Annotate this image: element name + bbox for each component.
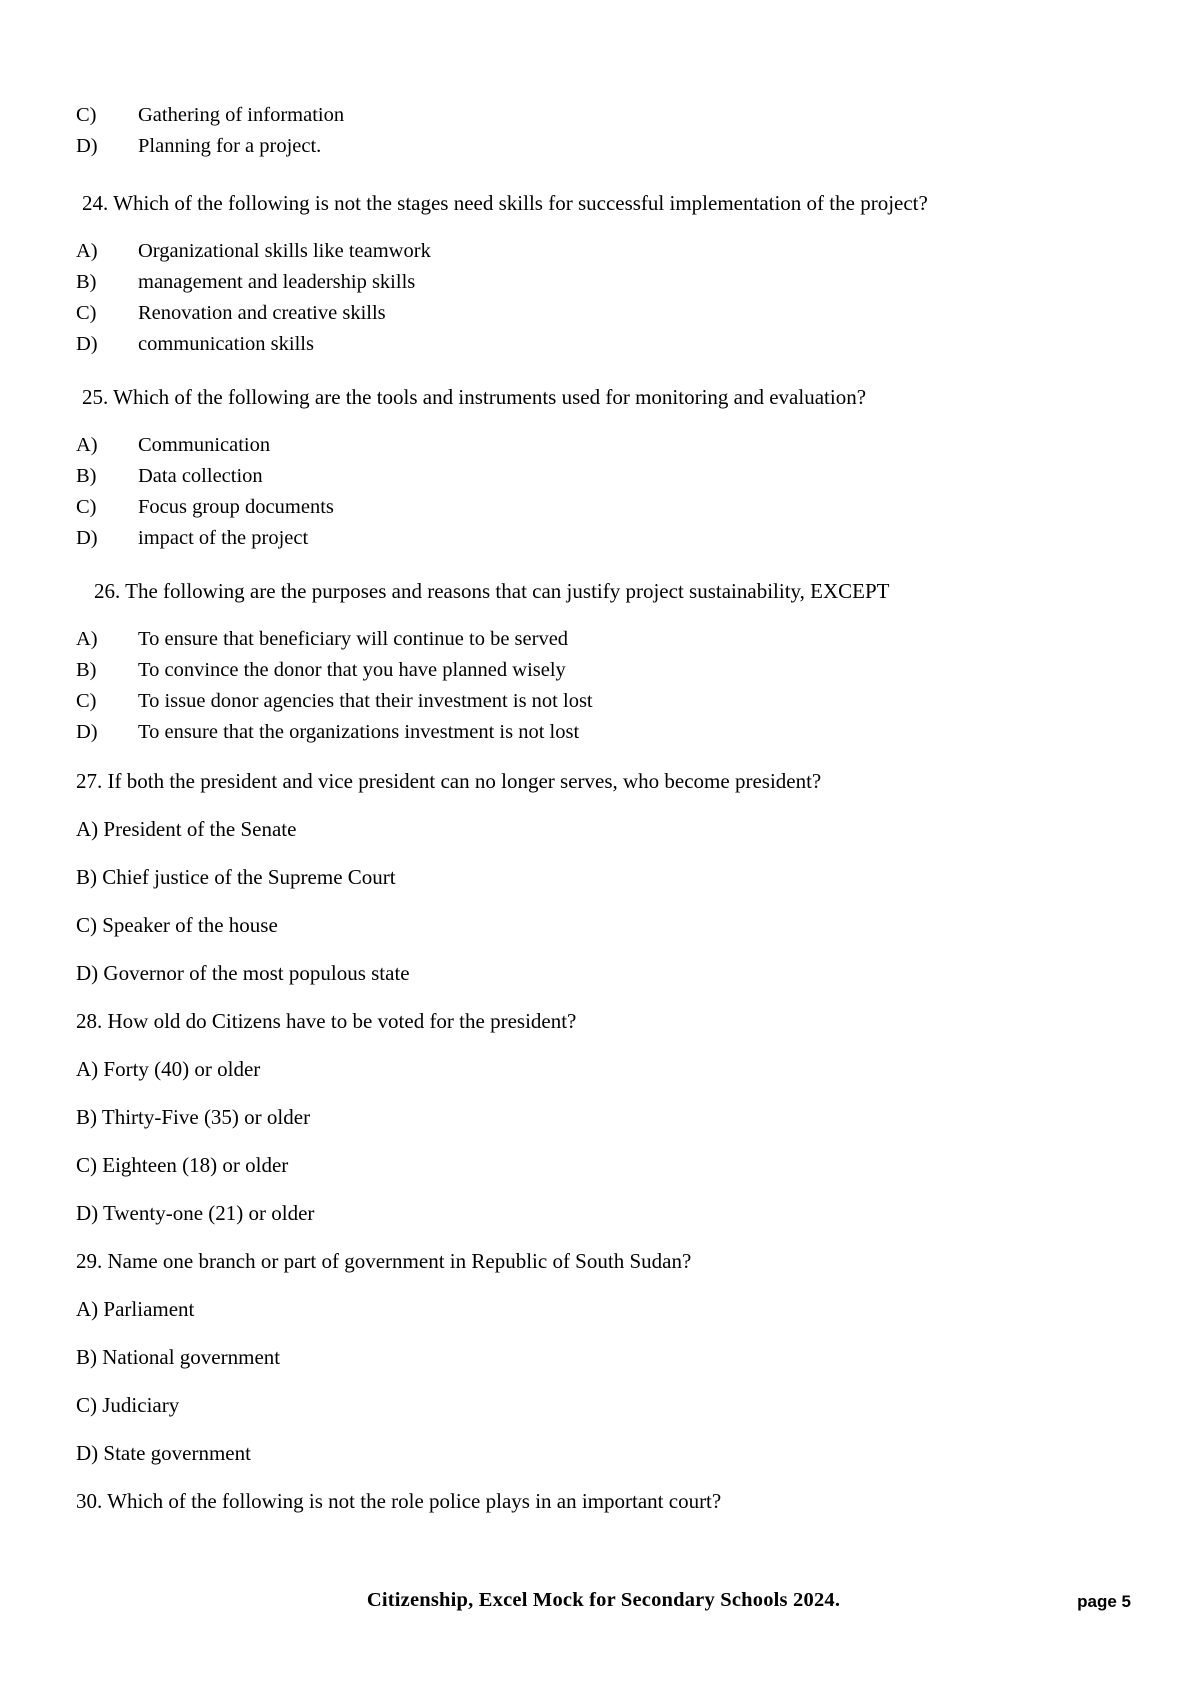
list-item [76, 298, 1116, 329]
page-footer [76, 1589, 1131, 1612]
list-item: C) Speaker of the house [76, 913, 278, 937]
option-label: B) [76, 465, 97, 487]
footer-page-number: page 5 [1077, 1592, 1131, 1611]
list-item: A) Forty (40) or older [76, 1057, 261, 1081]
option-label: C) [76, 690, 97, 712]
list-item [76, 236, 1116, 267]
list-item [76, 131, 1116, 162]
list-item [76, 329, 1116, 360]
option-text: management and leadership skills [138, 271, 416, 293]
question-prompt: 26. The following are the purposes and reasons that can justify project sustainability, EXCEPT [94, 579, 890, 603]
option-text: To ensure that beneficiary will continue to be served [138, 628, 569, 650]
option-text: To convince the donor that you have planned wisely [138, 659, 566, 681]
list-item: B) Thirty-Five (35) or older [76, 1105, 311, 1129]
option-label: D) [76, 333, 98, 355]
option-label: A) [76, 628, 98, 650]
question-prompt: 29. Name one branch or part of government in Republic of South Sudan? [76, 1249, 692, 1273]
list-item [76, 624, 1116, 655]
list-item [76, 461, 1116, 492]
option-label: A) [76, 434, 98, 456]
option-label: D) [76, 135, 98, 157]
option-text: Data collection [138, 465, 263, 487]
option-label: C) [76, 104, 97, 126]
option-label: B) [76, 271, 97, 293]
list-item: A) President of the Senate [76, 817, 297, 841]
option-text: Focus group documents [138, 496, 334, 518]
option-text: Gathering of information [138, 104, 345, 126]
list-item [76, 267, 1116, 298]
list-item: A) Parliament [76, 1297, 195, 1321]
option-text: Communication [138, 434, 271, 456]
option-label: C) [76, 496, 97, 518]
list-item [76, 430, 1116, 461]
option-label: D) [76, 527, 98, 549]
option-text: Organizational skills like teamwork [138, 240, 431, 262]
option-text: To issue donor agencies that their investment is not lost [138, 690, 593, 712]
list-item: D) Twenty-one (21) or older [76, 1201, 315, 1225]
list-item: D) Governor of the most populous state [76, 961, 410, 985]
option-text: Renovation and creative skills [138, 302, 386, 324]
list-item [76, 492, 1116, 523]
list-item: B) Chief justice of the Supreme Court [76, 865, 396, 889]
option-label: D) [76, 721, 98, 743]
list-item [76, 655, 1116, 686]
option-text: Planning for a project. [138, 135, 322, 157]
list-item: C) Judiciary [76, 1393, 180, 1417]
option-text: To ensure that the organizations investment is not lost [138, 721, 580, 743]
option-label: C) [76, 302, 97, 324]
question-prompt: 30. Which of the following is not the role police plays in an important court? [76, 1489, 722, 1513]
question-prompt: 24. Which of the following is not the stages need skills for successful implementation of the project? [82, 191, 928, 215]
list-item [76, 686, 1116, 717]
option-text: communication skills [138, 333, 314, 355]
list-item: D) State government [76, 1441, 251, 1465]
list-item: B) National government [76, 1345, 281, 1369]
option-text: impact of the project [138, 527, 309, 549]
footer-title: Citizenship, Excel Mock for Secondary Schools 2024. [366, 1589, 841, 1611]
option-label: B) [76, 659, 97, 681]
option-label: A) [76, 240, 98, 262]
page-content [76, 100, 1116, 1516]
question-prompt: 25. Which of the following are the tools and instruments used for monitoring and evaluation? [82, 385, 867, 409]
list-item [76, 100, 1116, 131]
list-item [76, 717, 1116, 748]
question-prompt: 27. If both the president and vice president can no longer serves, who become president? [76, 769, 822, 793]
list-item: C) Eighteen (18) or older [76, 1153, 289, 1177]
list-item [76, 523, 1116, 554]
question-prompt: 28. How old do Citizens have to be voted for the president? [76, 1009, 577, 1033]
